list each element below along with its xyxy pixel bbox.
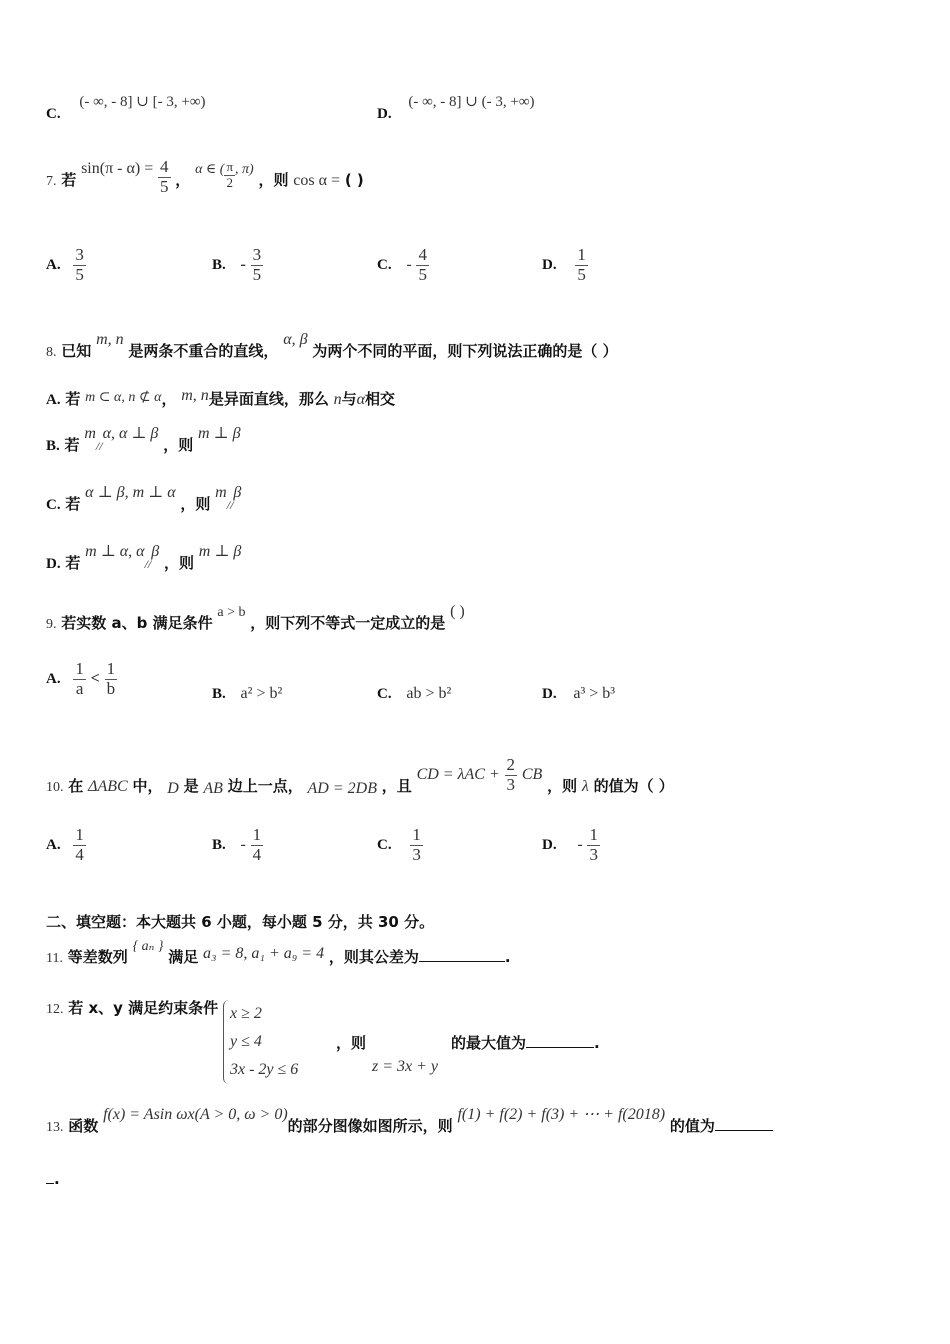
q8-option-d-math-beta: β — [151, 543, 160, 560]
q7-option-b-den: 5 — [252, 264, 262, 284]
q8-option-a-text-1: 若 — [65, 390, 81, 408]
q10-option-d-num: 1 — [589, 825, 598, 844]
q6-option-c — [46, 94, 206, 123]
q9-option-a-den-2: b — [106, 678, 116, 698]
q8-option-a-math-4: α — [356, 391, 366, 408]
q9-option-d — [542, 684, 615, 703]
q8-option-a-math-1: m ⊂ α, n ⊄ α — [85, 390, 162, 405]
q7-option-d-fraction — [575, 246, 588, 284]
q8-number: 8. — [46, 345, 57, 360]
q10-math-triangle: ΔABC — [88, 778, 128, 796]
q12-constraint-3: 3x - 2y ≤ 6 — [229, 1061, 299, 1078]
q10-fraction-2-3 — [505, 756, 518, 794]
q8-option-c-math-beta: β — [233, 484, 242, 501]
q9-option-a-fraction-2 — [105, 660, 118, 698]
q7-fraction-4-5 — [158, 158, 171, 196]
q13-period: . — [54, 1170, 60, 1188]
q10-option-c-den: 3 — [412, 844, 421, 864]
q10-option-b-den: 4 — [252, 844, 262, 864]
q9-math-condition: a > b — [217, 605, 246, 620]
q13-text-3: 的值为 — [669, 1117, 715, 1135]
q10-option-a — [46, 826, 86, 864]
q8-option-d-math-result: m ⊥ β — [198, 543, 242, 560]
q7-fraction-den: 5 — [160, 176, 169, 196]
q11-number: 11. — [46, 951, 63, 966]
q12-text-2: ，则 — [336, 1034, 367, 1052]
q8-option-b-math-alpha: α — [102, 425, 111, 442]
q12-stem — [46, 1000, 298, 1084]
q12-constraint-1: x ≥ 2 — [229, 1005, 262, 1022]
q9-option-a-less-than: < — [90, 670, 100, 688]
q7-option-a-fraction — [73, 246, 86, 284]
q8-option-a-text-3: 是异面直线，那么 — [208, 390, 329, 408]
q6-option-c-math: (- ∞, - 8] ∪ [- 3, +∞) — [79, 94, 206, 110]
q10-fraction-num: 2 — [506, 755, 516, 774]
q10-option-c-num: 1 — [412, 825, 421, 844]
q8-option-c — [46, 484, 242, 514]
q13-math-sum: f(1) + f(2) + f(3) + ⋯ + f(2018) — [457, 1106, 666, 1123]
q7-number: 7. — [46, 174, 57, 190]
q7-option-c-sign: - — [406, 256, 412, 274]
q10-option-b-fraction — [251, 826, 264, 864]
q8-math-mn: m, n — [96, 331, 124, 348]
q7-fraction-pi: π — [226, 159, 234, 175]
q9-stem — [46, 603, 465, 633]
q10-option-c-fraction — [410, 826, 423, 864]
q9-option-c-math: ab > b² — [406, 685, 452, 702]
q11-text-1: 等差数列 — [67, 948, 128, 966]
q8-option-b-math-result: m ⊥ β — [197, 425, 241, 442]
q11-text-3: ，则其公差为 — [328, 948, 419, 966]
q9-paren: ( ) — [450, 603, 465, 620]
q10-option-a-label: A. — [46, 837, 61, 854]
q6-option-c-label: C. — [46, 106, 61, 122]
q9-option-a — [46, 660, 117, 698]
q8-option-c-parallel: // — [226, 498, 234, 512]
q7-fraction-2: 2 — [226, 174, 233, 190]
q10-math-lambda: λ — [581, 778, 589, 796]
q12-objective — [372, 1057, 438, 1076]
q8-text-3: 为两个不同的平面，则下列说法正确的是（ ） — [312, 342, 618, 360]
q8-option-c-text-2: ，则 — [180, 495, 211, 513]
q10-option-c — [377, 826, 423, 864]
q10-option-d-fraction — [587, 826, 600, 864]
q7-math-pi-close: , π) — [235, 162, 254, 178]
q12-constraint-system — [223, 1000, 298, 1084]
q10-text-4: 边上一点， — [227, 777, 303, 796]
q7-option-b — [212, 246, 263, 284]
q7-option-a-num: 3 — [75, 245, 84, 264]
q7-option-c — [377, 246, 429, 284]
q8-option-b-math-m: m — [84, 425, 96, 442]
q10-text-1: 在 — [68, 777, 84, 796]
q13-math-function: f(x) = Asin ωx(A > 0, ω > 0) — [103, 1106, 288, 1123]
q9-text-1: 若实数 a、b 满足条件 — [61, 614, 213, 632]
q13-answer-blank-cont[interactable] — [46, 1183, 54, 1184]
q8-option-c-label: C. — [46, 497, 61, 513]
q7-option-d-num: 1 — [577, 245, 586, 264]
q7-option-b-num: 3 — [252, 245, 262, 264]
q9-option-b-math: a² > b² — [240, 685, 283, 702]
q7-option-a-label: A. — [46, 257, 61, 274]
q13-number: 13. — [46, 1120, 64, 1135]
q8-option-b — [46, 425, 241, 455]
q8-option-d-math-1: m ⊥ α, α — [85, 543, 145, 560]
q8-text-2: 是两条不重合的直线， — [128, 342, 279, 360]
q10-number: 10. — [46, 780, 64, 796]
q7-option-a — [46, 246, 86, 284]
q12-math-objective: z = 3x + y — [372, 1058, 439, 1075]
q7-option-b-fraction — [251, 246, 264, 284]
q11-math-condition: a₃ = 8, a₁ + a₉ = 4 — [203, 945, 325, 962]
q12-number: 12. — [46, 1002, 64, 1017]
q10-option-a-num: 1 — [75, 825, 84, 844]
q7-fraction-num: 4 — [160, 157, 169, 176]
q9-option-a-fraction-1 — [73, 660, 86, 698]
q10-option-d-den: 3 — [589, 844, 598, 864]
q12-constraint-2: y ≤ 4 — [229, 1033, 262, 1050]
q9-option-a-num-1: 1 — [75, 659, 84, 678]
q8-option-d-label: D. — [46, 556, 61, 572]
q7-option-a-den: 5 — [75, 264, 84, 284]
q9-option-a-den-1: a — [75, 678, 84, 698]
q8-option-d — [46, 543, 242, 573]
q7-text-1: 若 — [61, 171, 77, 190]
q12-period: . — [594, 1034, 600, 1052]
q7-math-cos: cos α = — [293, 172, 341, 190]
q7-fraction-pi-2 — [224, 160, 235, 190]
q10-math-ad-2db: AD = 2DB — [307, 780, 377, 798]
q7-option-b-sign: - — [240, 256, 246, 274]
q10-text-3: 是 — [183, 777, 199, 796]
q12-tail — [336, 1032, 366, 1053]
q12-answer-blank[interactable] — [526, 1047, 594, 1048]
q8-option-b-text-2: ，则 — [163, 436, 194, 454]
q10-option-b-label: B. — [212, 837, 226, 854]
q10-option-d-label: D. — [542, 837, 557, 854]
q10-stem — [46, 744, 674, 798]
q7-option-c-den: 5 — [418, 264, 427, 284]
q8-option-d-parallel: // — [144, 557, 152, 571]
q10-option-d-sign: - — [577, 836, 583, 854]
q12-text-1: 若 x、y 满足约束条件 — [68, 999, 219, 1017]
q10-option-a-fraction — [73, 826, 86, 864]
q10-text-6: ，则 — [547, 777, 578, 796]
q7-option-d-label: D. — [542, 257, 557, 274]
q8-option-c-text-1: 若 — [65, 495, 81, 513]
q13-continuation — [46, 1170, 60, 1188]
q6-option-d-label: D. — [377, 106, 392, 122]
q8-option-a-text-5: 相交 — [365, 390, 396, 408]
q8-stem — [46, 331, 618, 361]
q8-option-b-math-perp: , α ⊥ β — [110, 425, 159, 442]
q8-option-c-math-m: m — [215, 484, 227, 501]
q7-text-2: ，则 — [258, 171, 289, 190]
q8-option-a — [46, 388, 395, 409]
q8-option-b-label: B. — [46, 438, 60, 454]
q9-text-2: ，则下列不等式一定成立的是 — [250, 614, 446, 632]
q13-answer-blank[interactable] — [715, 1130, 773, 1131]
q11-stem — [46, 939, 511, 967]
q10-option-b — [212, 826, 263, 864]
q6-option-d-math: (- ∞, - 8] ∪ (- 3, +∞) — [408, 94, 535, 110]
q10-option-a-den: 4 — [75, 844, 84, 864]
q7-option-b-label: B. — [212, 257, 226, 274]
q9-option-b — [212, 684, 282, 703]
q8-option-d-text-1: 若 — [65, 554, 81, 572]
q10-option-b-num: 1 — [252, 825, 262, 844]
q9-option-c — [377, 684, 451, 703]
q11-answer-blank[interactable] — [419, 961, 505, 962]
q9-option-d-math: a³ > b³ — [573, 685, 616, 702]
q11-period: . — [504, 948, 511, 966]
q10-fraction-den: 3 — [506, 774, 516, 794]
q8-option-b-text-1: 若 — [64, 436, 80, 454]
q7-option-d — [542, 246, 588, 284]
q8-option-a-text-4: 与 — [341, 390, 357, 408]
q12-text-3: 的最大值为 — [451, 1034, 527, 1052]
q7-math-alpha-range: α ∈ ( — [195, 162, 225, 178]
q10-math-d: D — [167, 780, 179, 798]
q10-math-cb: CB — [521, 766, 543, 784]
q10-text-5: ，且 — [381, 777, 412, 796]
q7-option-d-den: 5 — [577, 264, 586, 284]
q13-text-2: 的部分图像如图所示，则 — [287, 1117, 453, 1135]
q7-option-c-num: 4 — [418, 245, 427, 264]
q8-option-d-text-2: ，则 — [164, 554, 195, 572]
q9-option-c-label: C. — [377, 686, 392, 702]
q13-stem — [46, 1106, 773, 1136]
q10-option-b-sign: - — [240, 836, 246, 854]
q8-option-a-math-2: m, n — [181, 387, 209, 404]
q8-option-a-text-2: ， — [161, 390, 177, 408]
q8-math-alpha-beta: α, β — [283, 331, 308, 348]
q9-option-a-label: A. — [46, 671, 61, 688]
q7-paren: ( ) — [344, 171, 364, 190]
q7-option-c-label: C. — [377, 257, 392, 274]
q7-stem — [46, 157, 364, 200]
q13-text-1: 函数 — [68, 1117, 99, 1135]
q7-option-c-fraction — [416, 246, 429, 284]
q11-text-2: 满足 — [168, 948, 199, 966]
q7-comma: ， — [175, 171, 191, 190]
q10-option-d — [542, 826, 600, 864]
q8-option-a-label: A. — [46, 392, 61, 408]
q10-text-7: 的值为（ ） — [593, 777, 674, 796]
q12-tail-2 — [451, 1032, 600, 1053]
q9-option-a-num-2: 1 — [106, 659, 116, 678]
q9-option-b-label: B. — [212, 686, 226, 702]
q10-text-2: 中， — [132, 777, 163, 796]
q9-number: 9. — [46, 617, 57, 632]
q8-option-a-math-3: n — [333, 391, 342, 408]
q6-option-d — [377, 94, 535, 123]
q7-math-sin: sin(π - α) = — [81, 160, 154, 178]
q8-option-b-parallel: // — [95, 439, 103, 453]
q10-math-vector-eq: CD = λAC + — [416, 766, 500, 784]
q10-math-ab: AB — [203, 780, 223, 798]
q8-option-c-math-1: α ⊥ β, m ⊥ α — [85, 484, 176, 501]
q11-math-sequence: { aₙ } — [132, 939, 164, 954]
section-2-title: 二、填空题：本大题共 6 小题，每小题 5 分，共 30 分。 — [46, 913, 435, 931]
q10-option-c-label: C. — [377, 837, 392, 854]
q8-text-1: 已知 — [61, 342, 92, 360]
q9-option-d-label: D. — [542, 686, 557, 702]
